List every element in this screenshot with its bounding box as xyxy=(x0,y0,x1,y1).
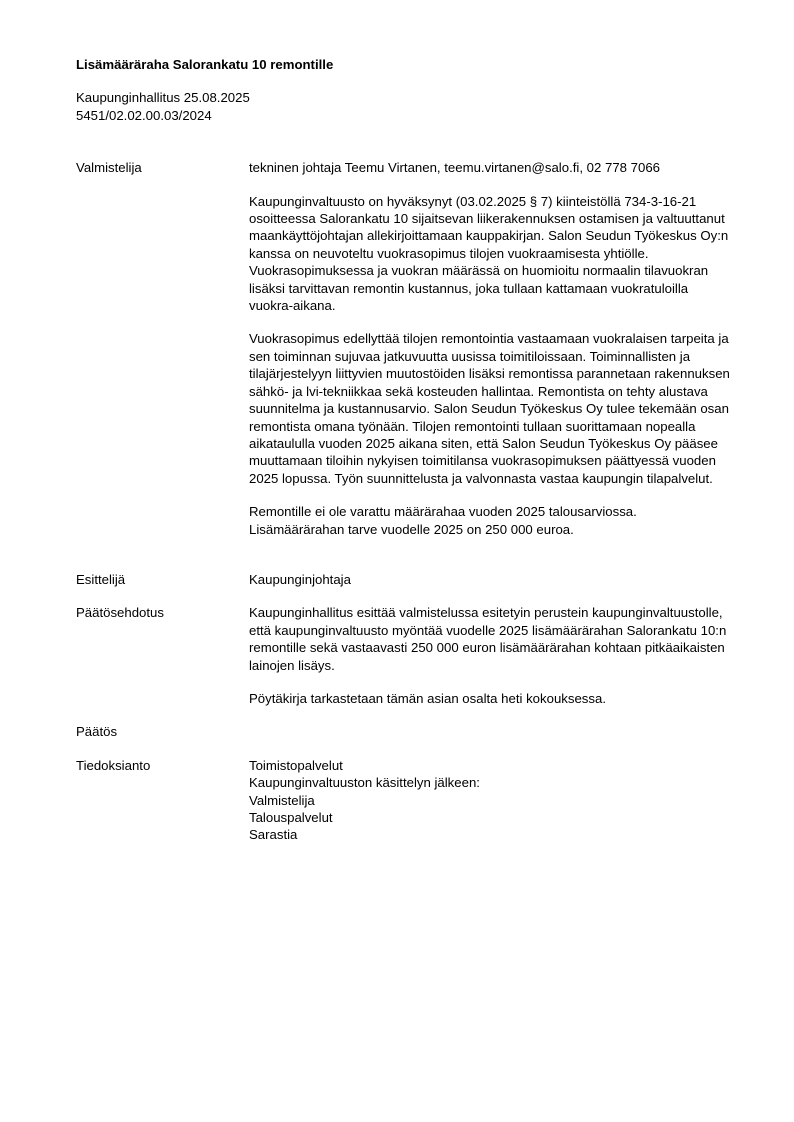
section-label-paatosehdotus: Päätösehdotus xyxy=(76,605,164,621)
paragraph-budget: Remontille ei ole varattu määrärahaa vuoden 2025 talousarviossa. Lisämäärärahan tarve vuodelle 2025 on 250 000 euroa. xyxy=(249,504,637,537)
distribution-item: Talouspalvelut xyxy=(249,810,333,825)
section-valmistelija xyxy=(76,159,736,538)
paragraph-renovation: Vuokrasopimus edellyttää tilojen remontointia vastaamaan vuokralaisen tarpeita ja sen toiminnan sujuvaa jatkuvuutta uusissa toimitiloissaan. Toiminnallisten ja tilajärjestelyyn liittyvien muutostöiden lisäksi remontissa parannetaan rakennuksen sähkö- ja lvi-tekniikkaa sekä kosteuden hallintaa. Remontista on tehty alustava suunnitelma ja kustannusarvio. Salon Seudun Työkeskus Oy tulee tekemään osan remontista omana työnään. Tilojen remontointi tullaan suorittamaan nopealla aikataululla vuoden 2025 aikana siten, että Salon Seudun Työkeskus Oy pääsee muuttamaan tiloihin nykyisen toimitilansa vuokrasopimuksen päättyessä vuoden 2025 lopussa. Työn suunnittelusta ja valvonnasta vastaa kaupungin tilapalvelut. xyxy=(249,331,730,486)
section-content-tiedoksianto xyxy=(249,757,733,844)
section-paatosehdotus xyxy=(76,604,736,707)
document-title: Lisämääräraha Salorankatu 10 remontille xyxy=(76,57,334,72)
section-label-paatos: Päätös xyxy=(76,724,118,740)
section-label-tiedoksianto: Tiedoksianto xyxy=(76,757,151,773)
distribution-item: Kaupunginvaltuuston käsittelyn jälkeen: xyxy=(249,775,480,791)
section-content-paatos xyxy=(249,723,733,740)
document-page xyxy=(76,56,736,844)
section-label-valmistelija: Valmistelija xyxy=(76,160,142,176)
meeting-line: Kaupunginhallitus 25.08.2025 xyxy=(76,90,250,106)
reference-number: 5451/02.02.00.03/2024 xyxy=(76,107,212,123)
presenter-value: Kaupunginjohtaja xyxy=(249,571,351,587)
paragraph-proposal: Kaupunginhallitus esittää valmistelussa esitetyin perustein kaupunginvaltuustolle, että kaupunginvaltuusto myöntää vuodelle 2025 lisämäärärahan Salorankatu 10:n remontille sekä vastaavasti 250 000 euron lisämäärärahan kohtaan pitkäaikaisten lainojen lisäys. xyxy=(249,605,727,673)
distribution-item: Toimistopalvelut xyxy=(249,757,343,773)
section-esittelija xyxy=(76,571,736,588)
distribution-item: Valmistelija xyxy=(249,792,315,808)
section-content-paatosehdotus xyxy=(249,604,733,707)
section-tiedoksianto xyxy=(76,757,736,844)
section-paatos xyxy=(76,723,736,740)
distribution-item: Sarastia xyxy=(249,827,298,843)
paragraph-minutes: Pöytäkirja tarkastetaan tämän asian osalta heti kokouksessa. xyxy=(249,690,606,706)
section-content-esittelija xyxy=(249,571,733,588)
preparer-line: tekninen johtaja Teemu Virtanen, teemu.virtanen@salo.fi, 02 778 7066 xyxy=(249,160,660,176)
section-label-esittelija: Esittelijä xyxy=(76,571,126,587)
paragraph-background: Kaupunginvaltuusto on hyväksynyt (03.02.2025 § 7) kiinteistöllä 734-3-16-21 osoitteessa Salorankatu 10 sijaitsevan liikerakennuksen ostamisen ja valtuuttanut maankäyttöjohtajan allekirjoittamaan kauppakirjan. Salon Seudun Työkeskus Oy:n kanssa on neuvoteltu vuokrasopimus tilojen vuokraamisesta yhtiölle. Vuokrasopimuksessa ja vuokran määrässä on huomioitu normaalin tilavuokran lisäksi tarvittavan remontin kustannus, joka tullaan kattamaan vuokratuloilla vuokra-aikana. xyxy=(249,193,729,314)
section-content-valmistelija xyxy=(249,159,733,538)
